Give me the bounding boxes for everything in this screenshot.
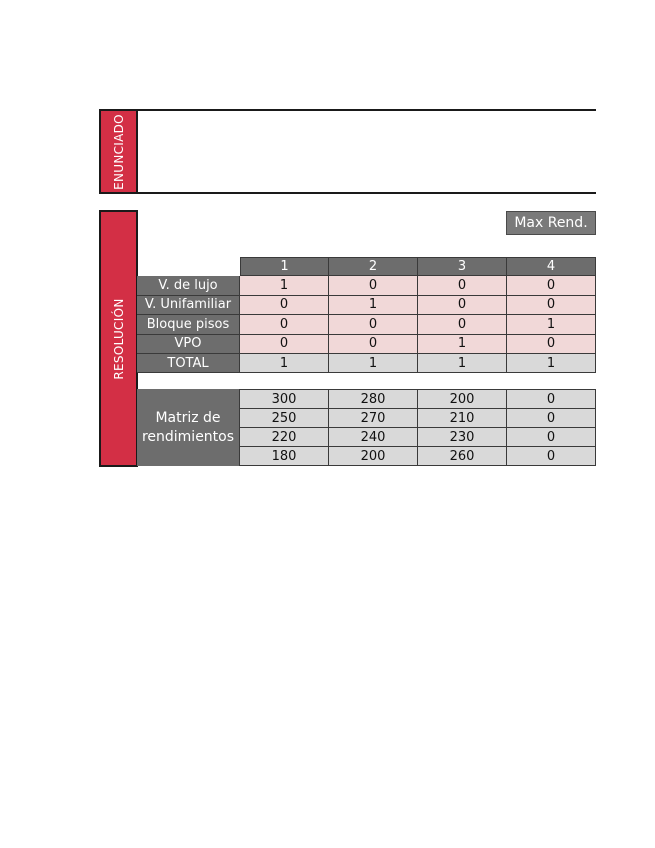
enunciado-top-rule	[137, 109, 596, 111]
total-cell: 1	[418, 354, 507, 373]
assignment-cell[interactable]: 0	[507, 296, 596, 315]
assignment-cell[interactable]: 1	[329, 296, 418, 315]
assignment-cell[interactable]: 0	[418, 315, 507, 334]
row-label-bloque-pisos: Bloque pisos	[137, 315, 240, 334]
assignment-cell[interactable]: 0	[418, 276, 507, 295]
enunciado-label: ENUNCIADO	[111, 113, 126, 190]
assignment-cell[interactable]: 1	[418, 335, 507, 354]
matrix-cell[interactable]: 300	[240, 390, 329, 409]
assignment-cell[interactable]: 0	[329, 335, 418, 354]
assignment-cell[interactable]: 0	[507, 276, 596, 295]
total-cell: 1	[507, 354, 596, 373]
matrix-cell[interactable]: 0	[507, 447, 596, 466]
column-header: 4	[507, 257, 596, 276]
column-header: 1	[240, 257, 329, 276]
matrix-cell[interactable]: 0	[507, 409, 596, 428]
table-corner	[137, 257, 240, 276]
column-header: 2	[329, 257, 418, 276]
matrix-cell[interactable]: 180	[240, 447, 329, 466]
matrix-cell[interactable]: 240	[329, 428, 418, 447]
max-rend-button[interactable]: Max Rend.	[506, 211, 596, 235]
matrix-cell[interactable]: 230	[418, 428, 507, 447]
row-label-vpo: VPO	[137, 335, 240, 354]
total-cell: 1	[240, 354, 329, 373]
resolucion-label: RESOLUCIÓN	[111, 297, 126, 380]
total-cell: 1	[329, 354, 418, 373]
row-label-v-unifamiliar: V. Unifamiliar	[137, 296, 240, 315]
assignment-cell[interactable]: 0	[507, 335, 596, 354]
matrix-cell[interactable]: 220	[240, 428, 329, 447]
assignment-cell[interactable]: 0	[329, 315, 418, 334]
enunciado-bottom-rule	[137, 192, 596, 194]
assignment-cell[interactable]: 0	[418, 296, 507, 315]
matrix-table	[240, 389, 596, 466]
assignment-cell[interactable]: 0	[240, 335, 329, 354]
assignment-cell[interactable]: 0	[240, 296, 329, 315]
enunciado-sidebar	[99, 109, 138, 194]
assignment-table	[137, 257, 596, 373]
matrix-cell[interactable]: 250	[240, 409, 329, 428]
matrix-cell[interactable]: 260	[418, 447, 507, 466]
row-label-total: TOTAL	[137, 354, 240, 373]
assignment-cell[interactable]: 0	[329, 276, 418, 295]
column-header: 3	[418, 257, 507, 276]
assignment-cell[interactable]: 1	[507, 315, 596, 334]
matrix-cell[interactable]: 210	[418, 409, 507, 428]
row-label-v-de-lujo: V. de lujo	[137, 276, 240, 295]
matrix-cell[interactable]: 0	[507, 390, 596, 409]
matrix-cell[interactable]: 0	[507, 428, 596, 447]
matrix-cell[interactable]: 200	[329, 447, 418, 466]
matrix-label-line2: rendimientos	[141, 428, 235, 445]
matrix-label-line1: Matriz de	[155, 409, 221, 426]
matrix-cell[interactable]: 280	[329, 390, 418, 409]
matrix-cell[interactable]: 270	[329, 409, 418, 428]
assignment-cell[interactable]: 0	[240, 315, 329, 334]
assignment-cell[interactable]: 1	[240, 276, 329, 295]
resolucion-sidebar	[99, 210, 138, 467]
matrix-section	[137, 389, 596, 466]
matrix-label	[137, 389, 240, 466]
matrix-cell[interactable]: 200	[418, 390, 507, 409]
